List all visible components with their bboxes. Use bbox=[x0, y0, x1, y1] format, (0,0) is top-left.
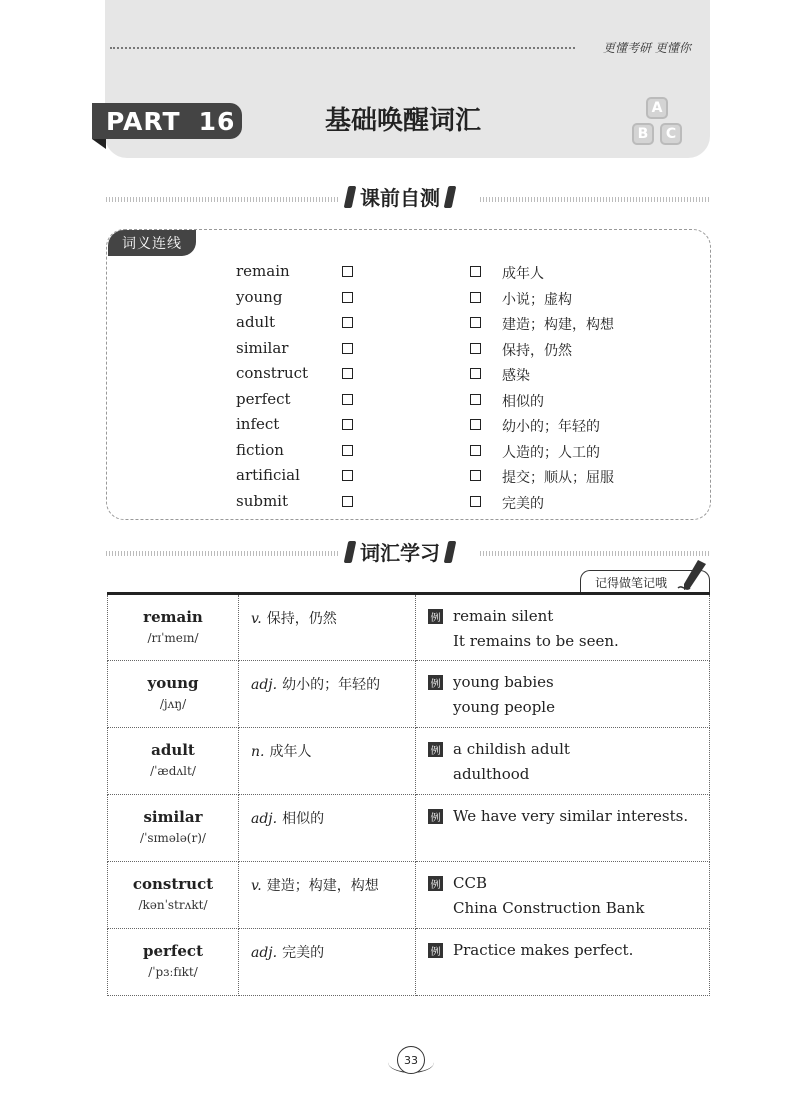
match-meaning: 成年人 bbox=[502, 266, 544, 282]
match-word: remain bbox=[236, 262, 290, 280]
example-cell bbox=[416, 594, 710, 661]
match-word: fiction bbox=[236, 440, 284, 459]
match-word: similar bbox=[236, 338, 289, 357]
pen-icon bbox=[676, 558, 710, 594]
example-line: It remains to be seen. bbox=[453, 632, 619, 650]
example-lines bbox=[453, 737, 570, 787]
title-bar-right-icon bbox=[444, 186, 457, 208]
page-number: 33 bbox=[397, 1046, 425, 1074]
match-meaning: 相似的 bbox=[502, 393, 544, 410]
vocab-meaning: 成年人 bbox=[269, 744, 312, 760]
word-checkbox[interactable] bbox=[342, 496, 353, 507]
match-word: perfect bbox=[236, 389, 291, 408]
example-icon: 例 bbox=[428, 675, 443, 690]
vocab-word: remain bbox=[143, 608, 203, 626]
meaning-checkbox[interactable] bbox=[470, 368, 481, 379]
title-bar-left-icon bbox=[344, 541, 357, 563]
section2-rule-right bbox=[480, 551, 710, 556]
example-lines bbox=[453, 938, 633, 963]
vocab-phonetic: /ˈsɪmələ(r)/ bbox=[140, 831, 206, 845]
vocab-phonetic: /kənˈstrʌkt/ bbox=[138, 898, 208, 912]
vocab-word: construct bbox=[132, 875, 214, 893]
match-meaning: 小说；虚构 bbox=[502, 291, 572, 308]
meaning-cell bbox=[239, 929, 416, 996]
example-icon: 例 bbox=[428, 876, 443, 891]
part-of-speech: n. bbox=[251, 744, 265, 760]
example-lines bbox=[453, 804, 688, 829]
table-row bbox=[108, 929, 710, 996]
example-line: young babies bbox=[453, 673, 554, 691]
section-rule-left bbox=[106, 197, 338, 202]
header-dotted-rule bbox=[110, 47, 575, 49]
match-meaning: 完美的 bbox=[502, 495, 544, 512]
word-checkbox[interactable] bbox=[342, 368, 353, 379]
example-line: remain silent bbox=[453, 607, 554, 625]
table-row bbox=[108, 594, 710, 661]
vocab-meaning: 完美的 bbox=[282, 945, 325, 961]
example-line: adulthood bbox=[453, 765, 530, 783]
match-meaning: 感染 bbox=[502, 368, 530, 384]
match-word: adult bbox=[236, 313, 276, 331]
example-line: China Construction Bank bbox=[453, 899, 645, 917]
vocab-table bbox=[107, 592, 710, 996]
table-row bbox=[108, 728, 710, 795]
vocab-word: similar bbox=[143, 808, 203, 826]
table-row bbox=[108, 661, 710, 728]
example-line: Practice makes perfect. bbox=[453, 941, 634, 959]
note-tag-text: 记得做笔记哦 bbox=[595, 576, 668, 590]
abc-block-c-icon: C bbox=[660, 123, 682, 145]
meaning-checkbox[interactable] bbox=[470, 496, 481, 507]
example-line: We have very similar interests. bbox=[453, 807, 689, 825]
vocab-meaning: 建造；构建，构想 bbox=[266, 878, 379, 894]
meaning-cell bbox=[239, 661, 416, 728]
vocab-word: perfect bbox=[143, 942, 203, 960]
vocab-phonetic: /jʌŋ/ bbox=[159, 697, 187, 711]
example-cell bbox=[416, 661, 710, 728]
match-word: submit bbox=[236, 491, 289, 510]
example-icon: 例 bbox=[428, 609, 443, 624]
table-row bbox=[108, 795, 710, 862]
example-lines bbox=[453, 604, 619, 654]
word-cell bbox=[108, 661, 239, 728]
example-lines bbox=[453, 871, 644, 921]
section-rule-right bbox=[480, 197, 710, 202]
example-icon: 例 bbox=[428, 943, 443, 958]
meaning-checkbox[interactable] bbox=[470, 470, 481, 481]
vocab-meaning: 相似的 bbox=[282, 811, 325, 827]
match-word: artificial bbox=[236, 466, 300, 484]
vocab-word: young bbox=[147, 674, 199, 692]
study-section-title bbox=[346, 537, 454, 566]
meaning-checkbox[interactable] bbox=[470, 445, 481, 456]
part-label: PART bbox=[106, 106, 181, 136]
example-lines bbox=[453, 670, 555, 720]
meaning-checkbox[interactable] bbox=[470, 292, 481, 303]
example-icon: 例 bbox=[428, 742, 443, 757]
word-checkbox[interactable] bbox=[342, 445, 353, 456]
vocab-meaning: 保持，仍然 bbox=[266, 611, 337, 627]
meaning-checkbox[interactable] bbox=[470, 343, 481, 354]
word-cell bbox=[108, 795, 239, 862]
study-title-text: 词汇学习 bbox=[360, 541, 440, 565]
example-cell bbox=[416, 728, 710, 795]
word-cell bbox=[108, 929, 239, 996]
header-slogan: 更懂考研 更懂你 bbox=[603, 41, 691, 55]
match-meaning: 人造的；人工的 bbox=[502, 444, 600, 461]
part-number: 16 bbox=[198, 106, 236, 136]
part-of-speech: adj. bbox=[251, 811, 278, 827]
word-cell bbox=[108, 728, 239, 795]
word-checkbox[interactable] bbox=[342, 317, 353, 328]
meaning-checkbox[interactable] bbox=[470, 317, 481, 328]
example-cell bbox=[416, 795, 710, 862]
page-title: 基础唤醒词汇 bbox=[325, 106, 482, 136]
example-line: a childish adult bbox=[453, 740, 570, 758]
title-bar-left-icon bbox=[344, 186, 357, 208]
title-bar-right-icon bbox=[444, 541, 457, 563]
word-checkbox[interactable] bbox=[342, 343, 353, 354]
matching-tab: 词义连线 bbox=[108, 230, 196, 256]
example-cell bbox=[416, 862, 710, 929]
abc-block-b-icon: B bbox=[632, 123, 654, 145]
match-word: infect bbox=[236, 415, 280, 433]
meaning-checkbox[interactable] bbox=[470, 419, 481, 430]
part-of-speech: adj. bbox=[251, 677, 278, 693]
part-tab-fold bbox=[92, 139, 106, 149]
word-checkbox[interactable] bbox=[342, 394, 353, 405]
example-line: young people bbox=[453, 698, 555, 716]
example-line: CCB bbox=[453, 874, 487, 892]
meaning-cell bbox=[239, 594, 416, 661]
word-checkbox[interactable] bbox=[342, 419, 353, 430]
meaning-checkbox[interactable] bbox=[470, 266, 481, 277]
vocab-phonetic: /rɪˈmeɪn/ bbox=[147, 631, 199, 645]
vocab-meaning: 幼小的；年轻的 bbox=[282, 677, 381, 693]
meaning-checkbox[interactable] bbox=[470, 394, 481, 405]
match-word: young bbox=[236, 287, 283, 306]
match-meaning: 提交；顺从；屈服 bbox=[502, 470, 614, 486]
matching-box bbox=[106, 229, 711, 520]
pretest-title-text: 课前自测 bbox=[360, 186, 440, 210]
pretest-section-title bbox=[346, 182, 454, 211]
example-cell bbox=[416, 929, 710, 996]
meaning-cell bbox=[239, 795, 416, 862]
match-meaning: 建造；构建，构想 bbox=[502, 317, 614, 333]
vocab-word: adult bbox=[151, 741, 195, 759]
match-meaning: 幼小的；年轻的 bbox=[502, 419, 600, 435]
table-row bbox=[108, 862, 710, 929]
abc-block-a-icon: A bbox=[646, 97, 668, 119]
word-checkbox[interactable] bbox=[342, 266, 353, 277]
word-checkbox[interactable] bbox=[342, 292, 353, 303]
word-cell bbox=[108, 594, 239, 661]
match-word: construct bbox=[236, 364, 309, 382]
match-meaning: 保持，仍然 bbox=[502, 342, 572, 359]
vocab-phonetic: /ˈpɜːfɪkt/ bbox=[148, 965, 198, 979]
part-of-speech: v. bbox=[251, 878, 262, 894]
section2-rule-left bbox=[106, 551, 338, 556]
vocab-phonetic: /ˈædʌlt/ bbox=[150, 764, 196, 778]
part-of-speech: adj. bbox=[251, 945, 278, 961]
word-cell bbox=[108, 862, 239, 929]
word-checkbox[interactable] bbox=[342, 470, 353, 481]
meaning-cell bbox=[239, 862, 416, 929]
part-of-speech: v. bbox=[251, 611, 262, 627]
meaning-cell bbox=[239, 728, 416, 795]
example-icon: 例 bbox=[428, 809, 443, 824]
part-tab bbox=[92, 103, 242, 139]
